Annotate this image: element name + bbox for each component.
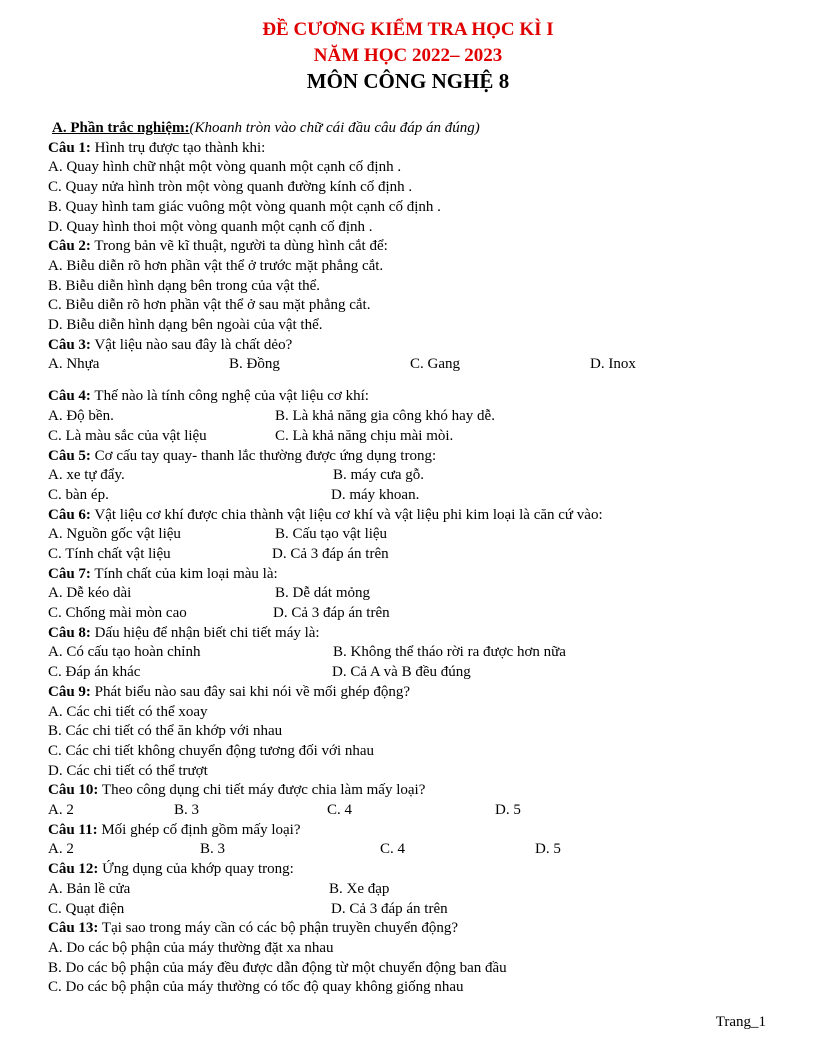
answer-option: B. Không thể tháo rời ra được hơn nữa [333,644,566,661]
answer-option: B. Biễu diễn hình dạng bên trong của vật thể. [48,277,321,294]
question-label: Câu 6: [48,506,91,523]
answer-option: C. Các chi tiết không chuyển động tương đối với nhau [48,742,375,759]
options-row [48,525,788,545]
question-text: Vật liệu nào sau đây là chất dẻo? [90,336,293,353]
answer-option: C. Biễu diễn rõ hơn phần vật thể ở sau mặt phẳng cắt. [48,297,371,314]
answer-option: B. Là khả năng gia công khó hay dễ. [275,408,495,425]
answer-option: A. Nguồn gốc vật liệu [48,526,181,543]
question-text: Trong bản vẽ kĩ thuật, người ta dùng hình cắt để: [90,238,388,255]
answer-option: A. 2 [48,802,74,819]
question-text: Vật liệu cơ khí được chia thành vật liệu cơ khí và vật liệu phi kim loại là căn cứ vào: [90,506,603,523]
answer-option: A. 2 [48,841,74,858]
question-label: Câu 5: [48,447,91,464]
answer-option: A. xe tự đẩy. [48,467,125,484]
answer-option: C. 4 [380,841,406,858]
answer-option: C. Đáp án khác [48,664,141,681]
answer-option: C. Là khả năng chịu mài mòi. [275,427,454,444]
question-text: Thế nào là tính công nghệ của vật liệu cơ khí: [90,388,369,405]
answer-option: B. 3 [200,841,226,858]
question-3 [48,336,788,356]
question-1 [48,139,788,159]
options-row [48,663,788,683]
question-4 [48,387,788,407]
section-title: A. Phần trắc nghiệm: [52,120,190,136]
answer-option: D. máy khoan. [331,486,420,503]
answer-option: D. 5 [495,802,521,819]
question-label: Câu 1: [48,139,91,156]
options-row [48,900,788,920]
options-row [48,486,788,506]
question-label: Câu 12: [48,861,99,878]
question-text: Mối ghép cố định gồm mấy loại? [97,821,301,838]
answer-option: B. Đồng [229,356,280,373]
answer-option: C. Tính chất vật liệu [48,545,171,562]
exam-content [48,119,788,998]
options-row [48,643,788,663]
answer-option: B. Dễ dát mỏng [275,585,370,602]
answer-option: C. Là màu sắc của vật liệu [48,427,207,444]
answer-option: C. Gang [410,356,460,373]
options-row [48,466,788,486]
question-7 [48,565,788,585]
question-label: Câu 7: [48,565,91,582]
options-row [48,840,788,860]
question-9 [48,683,788,703]
options-row [48,407,788,427]
question-label: Câu 4: [48,388,91,405]
question-text: Hình trụ được tạo thành khi: [90,139,266,156]
answer-option: D. Các chi tiết có thể trượt [48,762,208,779]
answer-option: A. Do các bộ phận của máy thường đặt xa nhau [48,939,334,956]
options-row [48,355,788,387]
options-row [48,427,788,447]
answer-option: A. Biễu diễn rõ hơn phần vật thể ở trước mặt phẳng cắt. [48,257,384,274]
answer-option: A. Bản lề cửa [48,880,131,897]
options-row [48,584,788,604]
answer-option: C. 4 [327,802,353,819]
question-6 [48,506,788,526]
answer-option: D. Biễu diễn hình dạng bên ngoài của vật thể. [48,317,323,334]
question-text: Ứng dụng của khớp quay trong: [98,861,294,878]
options-row [48,545,788,565]
subject-title: MÔN CÔNG NGHỆ 8 [306,69,510,93]
question-label: Câu 10: [48,782,99,799]
question-text: Dấu hiệu để nhận biết chi tiết máy là: [90,624,320,641]
options-row [48,801,788,821]
question-8 [48,624,788,644]
answer-option: D. Cả 3 đáp án trên [272,545,389,562]
document-title: ĐỀ CƯƠNG KIỂM TRA HỌC KÌ I [262,19,554,40]
options-row [48,604,788,624]
answer-option: B. Do các bộ phận của máy đều được dẫn động từ một chuyển động ban đầu [48,959,507,976]
question-label: Câu 3: [48,336,91,353]
answer-option: B. Các chi tiết có thể ăn khớp với nhau [48,723,283,740]
answer-option: B. Cấu tạo vật liệu [275,526,388,543]
question-11 [48,821,788,841]
answer-option: C. Do các bộ phận của máy thường có tốc độ quay không giống nhau [48,979,464,996]
options-row [48,880,788,900]
answer-option: A. Quay hình chữ nhật một vòng quanh một cạnh cố định . [48,159,402,176]
answer-option: A. Nhựa [48,356,100,373]
answer-option: B. máy cưa gỗ. [333,467,425,484]
answer-option: A. Có cấu tạo hoàn chỉnh [48,644,201,661]
question-text: Tại sao trong máy cần có các bộ phận truyền chuyển động? [98,920,459,937]
answer-option: A. Độ bền. [48,408,114,425]
question-text: Theo công dụng chi tiết máy được chia làm mấy loại? [98,782,426,799]
question-label: Câu 11: [48,821,98,838]
answer-option: D. 5 [535,841,561,858]
question-text: Tính chất của kim loại màu là: [90,565,278,582]
question-10 [48,781,788,801]
question-text: Phát biểu nào sau đây sai khi nói về mối ghép động? [90,683,411,700]
section-heading [48,119,788,139]
question-2 [48,237,788,257]
question-text: Cơ cấu tay quay- thanh lắc thường được ứng dụng trong: [90,447,437,464]
answer-option: A. Các chi tiết có thể xoay [48,703,208,720]
answer-option: C. Quay nửa hình tròn một vòng quanh đường kính cố định . [48,179,413,196]
question-label: Câu 9: [48,683,91,700]
answer-option: D. Cả A và B đều đúng [332,664,471,681]
answer-option: D. Cả 3 đáp án trên [331,900,448,917]
answer-option: B. Quay hình tam giác vuông một vòng quanh một cạnh cố định . [48,198,441,215]
answer-option: B. Xe đạp [329,880,390,897]
answer-option: D. Inox [590,356,636,373]
answer-option: A. Dễ kéo dài [48,585,132,602]
answer-option: D. Quay hình thoi một vòng quanh một cạnh cố định . [48,218,373,235]
answer-option: D. Cả 3 đáp án trên [273,605,390,622]
section-instruction: (Khoanh tròn vào chữ cái đầu câu đáp án đúng) [189,120,480,136]
answer-option: C. Chống mài mòn cao [48,605,187,622]
question-5 [48,447,788,467]
question-label: Câu 2: [48,238,91,255]
question-label: Câu 13: [48,920,99,937]
answer-option: B. 3 [174,802,200,819]
school-year: NĂM HỌC 2022– 2023 [313,45,503,66]
page-number: Trang_1 [715,1014,766,1030]
answer-option: C. Quạt điện [48,900,125,917]
question-13 [48,919,788,939]
question-label: Câu 8: [48,624,91,641]
question-12 [48,860,788,880]
answer-option: C. bàn ép. [48,486,109,503]
